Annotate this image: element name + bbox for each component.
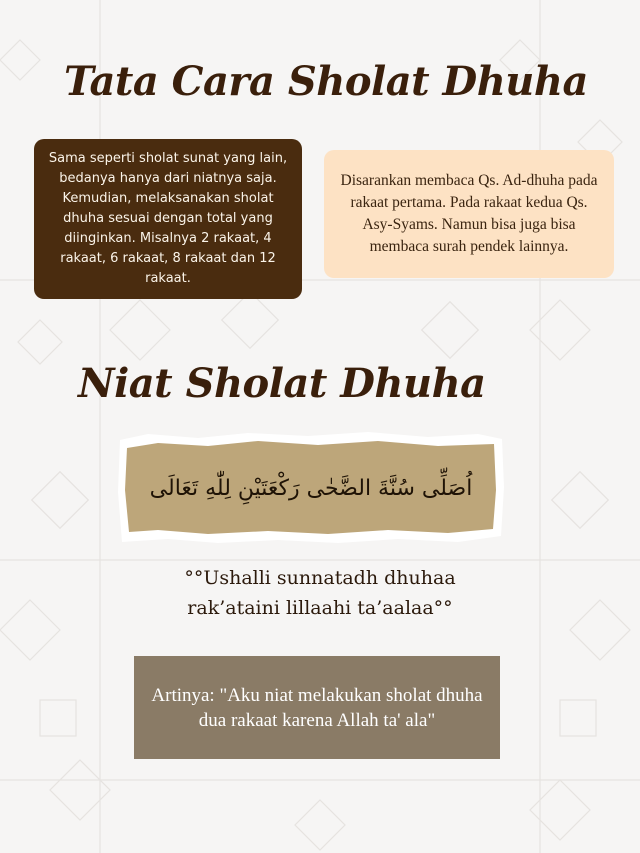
arabic-niat-paper [118,432,504,544]
section-title-niat: Niat Sholat Dhuha [78,360,486,407]
meaning-box [134,656,500,759]
latin-transliteration [100,563,540,623]
recommendation-text: Disarankan membaca Qs. Ad-dhuha pada rakaat pertama. Pada rakaat kedua Qs. Asy-Syams. Namun bisa juga bisa membaca surah pendek lainnya. [340,172,598,255]
section-title-tata-cara: Tata Cara Sholat Dhuha [64,58,588,105]
transliteration-line-1: °°Ushalli sunnatadh dhuhaa [184,567,456,589]
explanation-box [34,139,302,299]
meaning-text: Artinya: "Aku niat melakukan sholat dhuha dua rakaat karena Allah ta' ala" [151,684,483,731]
recommendation-box [324,150,614,278]
arabic-niat-text: اُصَلِّى سُنَّةَ الضَّحٰى رَكْعَتَيْنِ لِلّٰهِ تَعَالَى [149,475,473,501]
explanation-text: Sama seperti sholat sunat yang lain, bedanya hanya dari niatnya saja. Kemudian, melaksanakan sholat dhuha sesuai dengan total yang diinginkan. Misalnya 2 rakaat, 4 rakaat, 6 rakaat, 8 rakaat dan 12 rakaat. [48,151,288,286]
transliteration-line-2: rak’ataini lillaahi ta’aalaa°° [187,597,453,619]
